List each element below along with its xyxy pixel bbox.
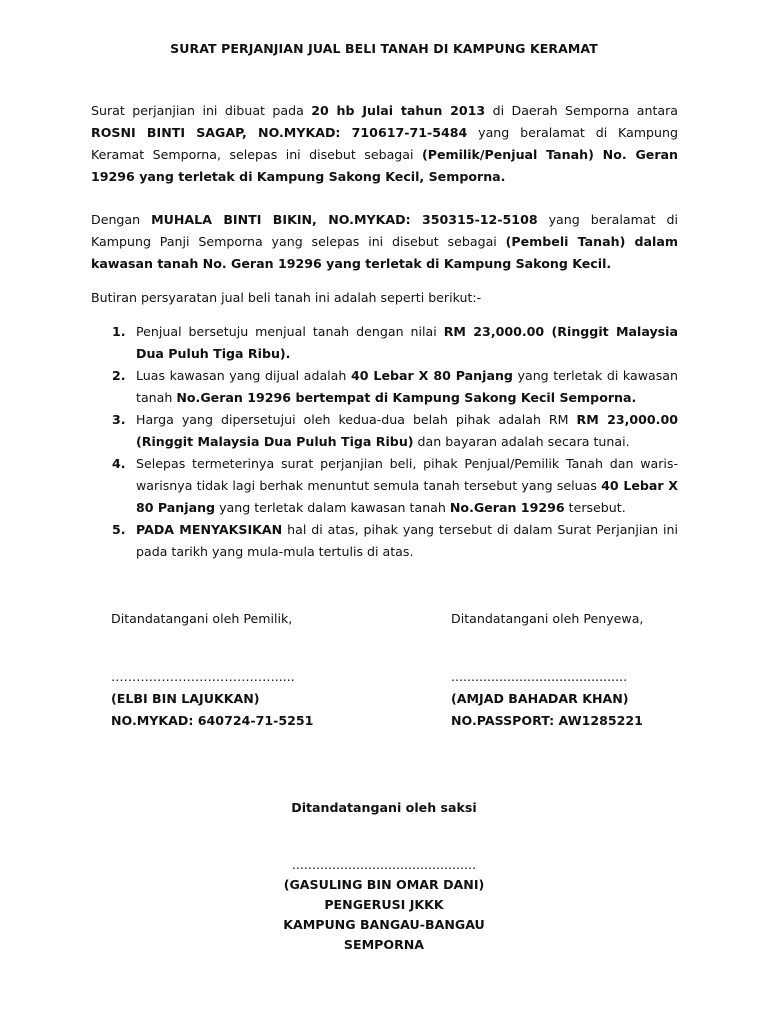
witness-block xyxy=(0,855,768,955)
buyer-identity: MUHALA BINTI BIKIN, NO.MYKAD: 350315-12-5108 xyxy=(151,212,538,227)
tenant-name: (AMJAD BAHADAR KHAN) xyxy=(451,691,629,706)
list-item xyxy=(91,519,678,563)
intro-paragraph xyxy=(91,100,678,188)
text-span: dan bayaran adalah secara tunai. xyxy=(413,434,630,449)
agreement-date: 20 hb Julai tahun 2013 xyxy=(311,103,486,118)
text-span: Surat perjanjian ini dibuat pada xyxy=(91,103,312,118)
owner-signature-block xyxy=(111,666,313,732)
text-span: tersebut. xyxy=(564,500,626,515)
buyer-paragraph xyxy=(91,209,678,275)
text-span: yang beralamat di Kampung Panji Semporna yang selepas ini disebut sebagai xyxy=(91,212,678,249)
list-item xyxy=(91,321,678,365)
item-number: 5. xyxy=(112,522,126,537)
list-item xyxy=(91,453,678,519)
document-title: SURAT PERJANJIAN JUAL BELI TANAH DI KAMPUNG KERAMAT xyxy=(170,41,598,56)
buyer-role: (Pembeli Tanah) dalam kawasan tanah No. Geran 19296 yang terletak di Kampung Sakong Kecil. xyxy=(91,234,678,271)
witness-name: (GASULING BIN OMAR DANI) xyxy=(283,877,485,892)
seller-role: (Pemilik/Penjual Tanah) No. Geran 19296 yang terletak di Kampung Sakong Kecil, Semporna. xyxy=(91,147,678,184)
text-span: Penjual bersetuju menjual tanah dengan nilai xyxy=(136,324,444,339)
list-item xyxy=(91,409,678,453)
owner-name: (ELBI BIN LAJUKKAN) xyxy=(111,691,260,706)
bold-span: 40 Lebar X 80 Panjang xyxy=(136,478,678,515)
bold-span: RM 23,000.00 (Ringgit Malaysia Dua Puluh Tiga Ribu). xyxy=(136,324,678,361)
bold-span: No.Geran 19296 bertempat di Kampung Sakong Kecil Semporna. xyxy=(176,390,637,405)
seller-identity: ROSNI BINTI SAGAP, NO.MYKAD: 710617-71-5484 xyxy=(91,125,468,140)
item-number: 3. xyxy=(112,412,126,427)
item-number: 1. xyxy=(112,324,126,339)
owner-id: NO.MYKAD: 640724-71-5251 xyxy=(111,713,314,728)
bold-span: PADA MENYAKSIKAN xyxy=(136,522,283,537)
tenant-signature-block xyxy=(451,666,643,732)
tenant-signature-label: Ditandatangani oleh Penyewa, xyxy=(451,611,644,626)
signature-line: …………………………………..... xyxy=(111,669,295,684)
text-span: Dengan xyxy=(91,212,152,227)
owner-signature-label: Ditandatangani oleh Pemilik, xyxy=(111,611,293,626)
bold-span: No.Geran 19296 xyxy=(449,500,565,515)
text-span: Luas kawasan yang dijual adalah xyxy=(136,368,351,383)
text-span: Selepas termeterinya surat perjanjian beli, pihak Penjual/Pemilik Tanah dan waris-warisnya tidak lagi berhak menuntut semula tanah tersebut yang seluas xyxy=(136,456,678,493)
bold-span: RM 23,000.00 (Ringgit Malaysia Dua Puluh Tiga Ribu) xyxy=(136,412,678,449)
witness-district: SEMPORNA xyxy=(343,937,425,952)
text-span: yang beralamat di Kampung Keramat Semporna, selepas ini disebut sebagai xyxy=(91,125,679,162)
item-number: 2. xyxy=(112,368,126,383)
list-item xyxy=(91,365,678,409)
signature-line: ............................................ xyxy=(451,669,628,684)
item-number: 4. xyxy=(112,456,126,471)
witness-title: PENGERUSI JKKK xyxy=(324,897,444,912)
terms-intro: Butiran persyaratan jual beli tanah ini adalah seperti berikut:- xyxy=(91,290,482,305)
text-span: di Daerah Semporna antara xyxy=(485,103,678,118)
tenant-id: NO.PASSPORT: AW1285221 xyxy=(451,713,643,728)
bold-span: 40 Lebar X 80 Panjang xyxy=(350,368,513,383)
signature-line: .............................................. xyxy=(291,857,477,872)
witness-label: Ditandatangani oleh saksi xyxy=(291,800,477,815)
terms-list xyxy=(91,321,678,563)
witness-village: KAMPUNG BANGAU-BANGAU xyxy=(283,917,485,932)
text-span: yang terletak di kawasan tanah xyxy=(136,368,678,405)
text-span: hal di atas, pihak yang tersebut di dalam Surat Perjanjian ini pada tarikh yang mula-mula tertulis di atas. xyxy=(136,522,678,559)
text-span: Harga yang dipersetujui oleh kedua-dua belah pihak adalah RM xyxy=(136,412,577,427)
text-span: yang terletak dalam kawasan tanah xyxy=(215,500,450,515)
